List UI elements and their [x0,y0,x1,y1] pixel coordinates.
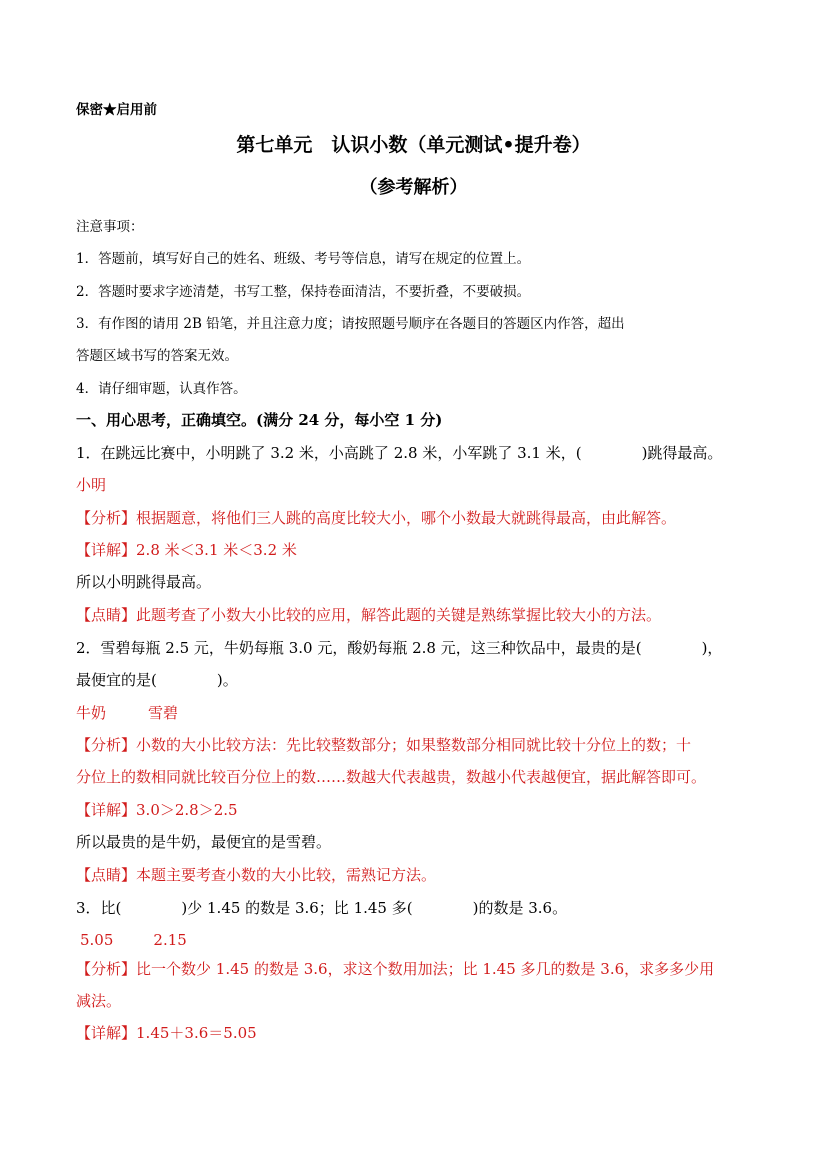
q3-answer-2: 2.15 [153,931,187,949]
q1-analysis-text: 根据题意，将他们三人跳的高度比较大小，哪个小数最大就跳得最高，由此解答。 [136,509,677,527]
page-title: 第七单元 认识小数（单元测试•提升卷） [236,134,591,156]
q2-answers [76,703,178,723]
q3-answer-1: 5.05 [80,931,114,949]
q3-analysis-text-1: 比一个数少 1.45 的数是 3.6，求这个数用加法；比 1.45 多几的数是 3.6，求多多少用 [136,960,715,978]
q2-detail-2: 所以最贵的是牛奶，最便宜的是雪碧。 [76,833,332,851]
q2-answer-1: 牛奶 [76,704,107,722]
q2-analysis-text-2: 分位上的数相同就比较百分位上的数……数越大代表越贵，数越小代表越便宜，据此解答即可。 [76,768,707,786]
note-2: 2．答题时要求字迹清楚，书写工整，保持卷面清洁，不要折叠，不要破损。 [76,284,531,300]
comment-label: 【点睛】 [76,606,137,624]
q1-detail [76,540,297,560]
page-subtitle: （参考解析） [359,177,468,198]
analysis-label: 【分析】 [76,960,137,978]
comment-label: 【点睛】 [76,866,137,884]
note-3b: 答题区域书写的答案无效。 [76,348,238,364]
q1-comment [76,605,661,625]
analysis-label: 【分析】 [76,509,137,527]
q2-comment-text: 本题主要考查小数的大小比较，需熟记方法。 [136,866,437,884]
q3-analysis [76,959,714,979]
detail-label: 【详解】 [76,801,137,819]
q2-detail-text: 3.0＞2.8＞2.5 [136,801,238,819]
confidential-mark: 保密★启用前 [76,102,157,118]
q2-analysis [76,735,691,755]
q1-stem: 1．在跳远比赛中，小明跳了 3.2 米，小高跳了 2.8 米，小军跳了 3.1 米，( )跳得最高。 [76,444,723,462]
q3-detail [76,1023,257,1043]
q2-comment [76,865,436,885]
note-4: 4．请仔细审题，认真作答。 [76,381,247,397]
q1-analysis [76,508,676,528]
note-1: 1．答题前，填写好自己的姓名、班级、考号等信息，请写在规定的位置上。 [76,251,531,267]
notes-heading: 注意事项： [76,219,144,235]
q3-stem: 3．比( )少 1.45 的数是 3.6；比 1.45 多( )的数是 3.6。 [76,899,568,917]
q2-answer-2: 雪碧 [148,704,179,722]
q3-answers [80,930,187,950]
q1-answer: 小明 [76,476,107,494]
q1-comment-text: 此题考查了小数大小比较的应用，解答此题的关键是熟练掌握比较大小的方法。 [136,606,662,624]
section-heading: 一、用心思考，正确填空。(满分 24 分，每小空 1 分) [76,411,443,429]
q2-stem-2: 最便宜的是( )。 [76,671,238,689]
q2-detail [76,800,238,820]
detail-label: 【详解】 [76,541,137,559]
q3-detail-text: 1.45＋3.6＝5.05 [136,1024,257,1042]
q1-detail-2: 所以小明跳得最高。 [76,573,212,591]
q2-stem-1: 2．雪碧每瓶 2.5 元，牛奶每瓶 3.0 元，酸奶每瓶 2.8 元，这三种饮品中，最贵的是( )， [76,639,723,657]
q2-analysis-text-1: 小数的大小比较方法：先比较整数部分；如果整数部分相同就比较十分位上的数；十 [136,736,692,754]
analysis-label: 【分析】 [76,736,137,754]
q1-detail-text: 2.8 米＜3.1 米＜3.2 米 [136,541,297,559]
note-3a: 3．有作图的请用 2B 铅笔，并且注意力度；请按照题号顺序在各题目的答题区内作答，超出 [76,316,625,332]
detail-label: 【详解】 [76,1024,137,1042]
q3-analysis-text-2: 减法。 [76,992,122,1010]
